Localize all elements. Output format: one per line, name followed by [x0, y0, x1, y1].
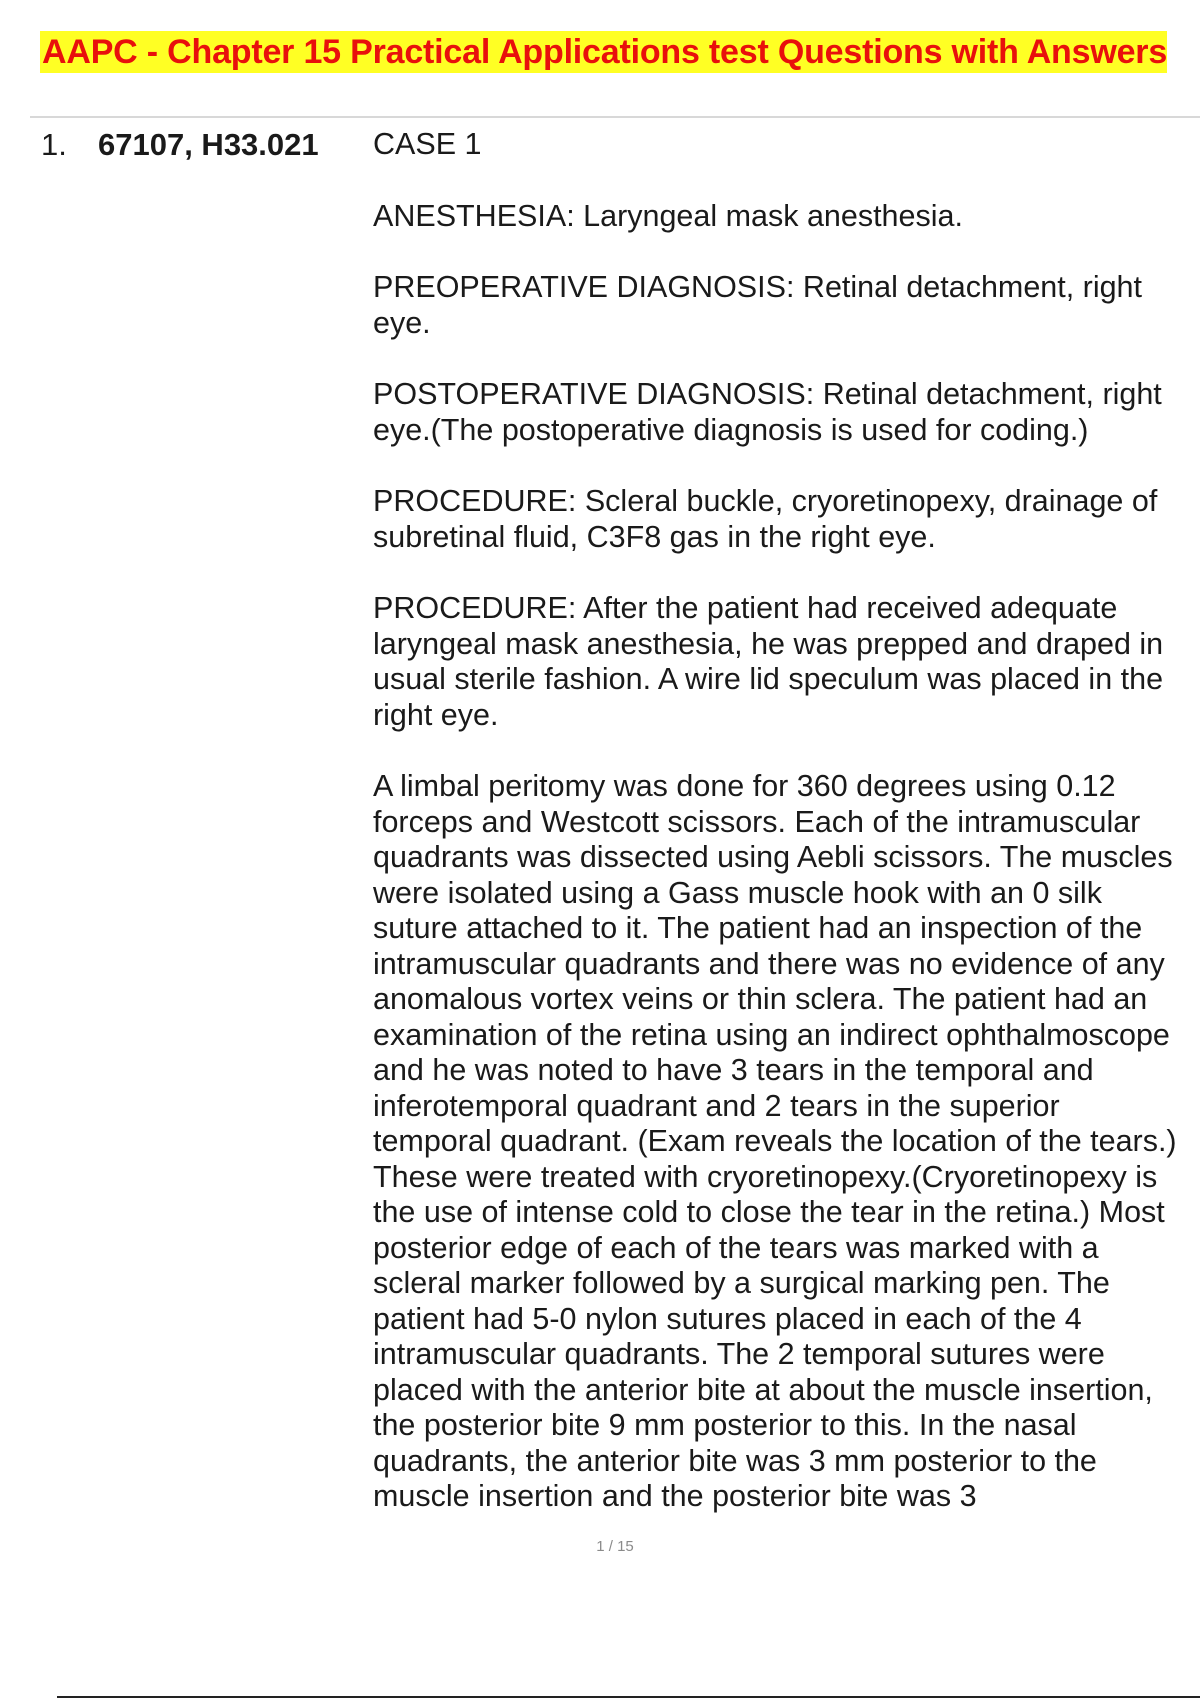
question-paragraph: POSTOPERATIVE DIAGNOSIS: Retinal detachment, right eye.(The postoperative diagnosis is used for coding.): [373, 377, 1162, 447]
question-paragraph: ANESTHESIA: Laryngeal mask anesthesia.: [373, 198, 963, 233]
question-paragraph: A limbal peritomy was done for 360 degrees using 0.12 forceps and Westcott scissors. Each of the intramuscular quadrants was dissected using Aebli scissors. The muscles were isolated using a Gass muscle hook with an 0 silk suture attached to it. The patient had an inspection of the intramuscular quadrants and there was no evidence of any anomalous vortex veins or thin sclera. The patient had an examination of the retina using an indirect ophthalmoscope and he was noted to have 3 tears in the temporal and inferotemporal quadrant and 2 tears in the superior temporal quadrant. (Exam reveals the location of the tears.) These were treated with cryoretinopexy.(Cryoretinopexy is the use of intense cold to close the tear in the retina.) Most posterior edge of each of the tears was marked with a scleral marker followed by a surgical marking pen. The patient had 5-0 nylon sutures placed in each of the 4 intramuscular quadrants. The 2 temporal sutures were placed with the anterior bite at about the muscle insertion, the posterior bite 9 mm posterior to this. In the nasal quadrants, the anterior bite was 3 mm posterior to the muscle insertion and the posterior bite was 3: [373, 769, 1177, 1513]
question-number: 1.: [41, 127, 67, 162]
question-answer: 67107, H33.021: [98, 127, 319, 162]
document-title: AAPC - Chapter 15 Practical Applications test Questions with Answers: [42, 33, 1168, 71]
question-paragraph: PREOPERATIVE DIAGNOSIS: Retinal detachment, right eye.: [373, 270, 1142, 340]
question-paragraph: PROCEDURE: After the patient had received adequate laryngeal mask anesthesia, he was prepped and draped in usual sterile fashion. A wire lid speculum was placed in the right eye.: [373, 591, 1164, 732]
question-paragraph: PROCEDURE: Scleral buckle, cryoretinopexy, drainage of subretinal fluid, C3F8 gas in the right eye.: [373, 484, 1158, 554]
page-bottom-rule: [57, 1696, 1200, 1698]
title-divider: [30, 116, 1200, 118]
question-body: [373, 127, 1185, 1515]
question-paragraph: CASE 1: [373, 127, 482, 161]
page-indicator: 1 / 15: [596, 1538, 634, 1555]
